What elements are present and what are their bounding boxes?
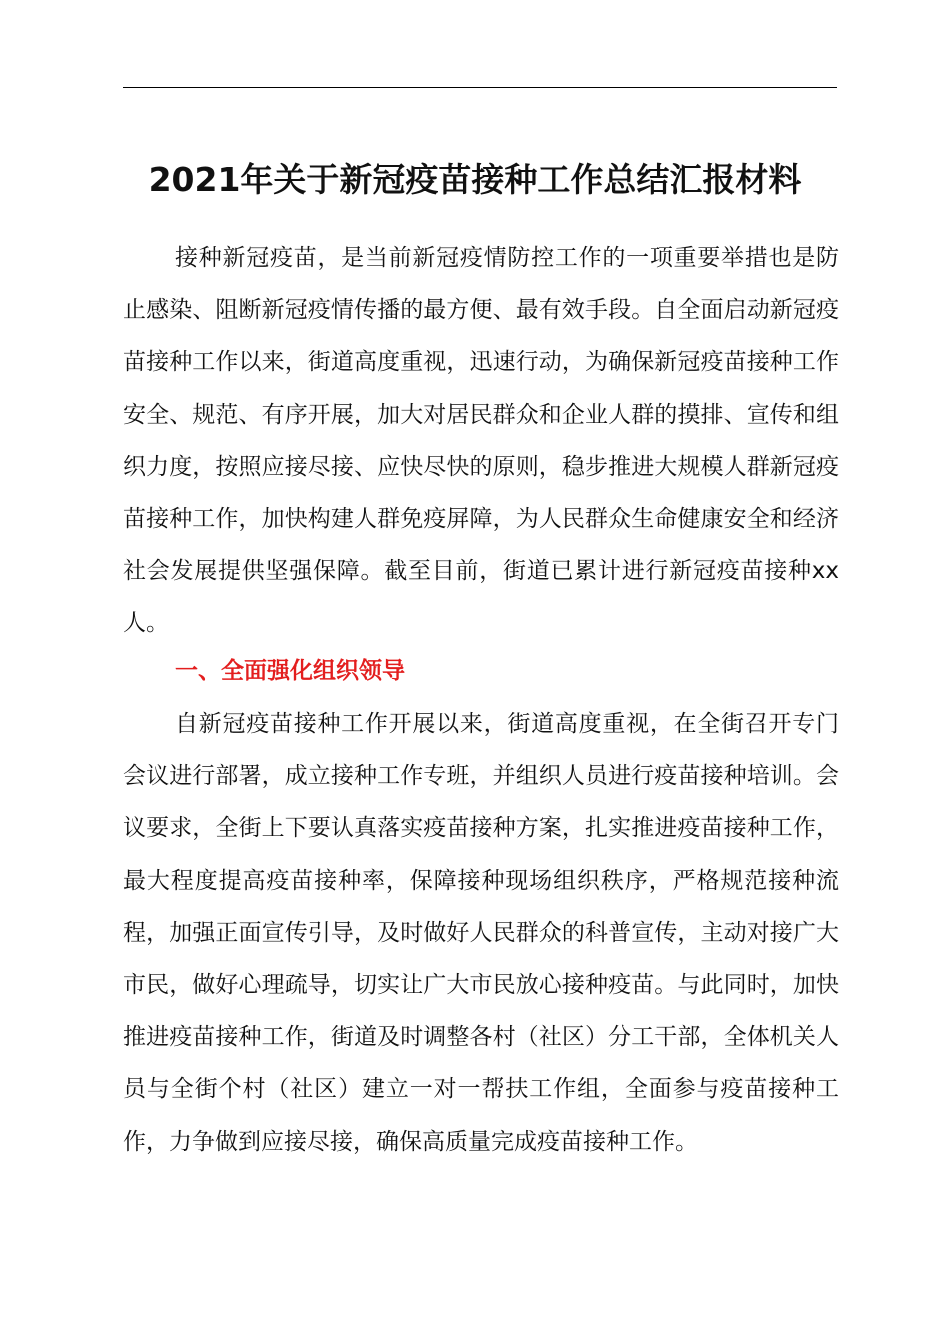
section-paragraph: 自新冠疫苗接种工作开展以来，街道高度重视，在全街召开专门会议进行部署，成立接种工作专班，并组织人员进行疫苗接种培训。会议要求，全街上下要认真落实疫苗接种方案，扎实推进疫苗接种工作，最大程度提高疫苗接种率，保障接种现场组织秩序，严格规范接种流程，加强正面宣传引导，及时做好人民群众的科普宣传，主动对接广大市民，做好心理疏导，切实让广大市民放心接种疫苗。与此同时，加快推进疫苗接种工作，街道及时调整各村（社区）分工干部，全体机关人员与全街个村（社区）建立一对一帮扶工作组，全面参与疫苗接种工作，力争做到应接尽接，确保高质量完成疫苗接种工作。: [123, 711, 839, 1155]
intro-paragraph: 接种新冠疫苗，是当前新冠疫情防控工作的一项重要举措也是防止感染、阻断新冠疫情传播的最方便、最有效手段。自全面启动新冠疫苗接种工作以来，街道高度重视，迅速行动，为确保新冠疫苗接种工作安全、规范、有序开展，加大对居民群众和企业人群的摸排、宣传和组织力度，按照应接尽接、应快尽快的原则，稳步推进大规模人群新冠疫苗接种工作，加快构建人群免疫屏障，为人民群众生命健康安全和经济社会发展提供坚强保障。截至目前，街道已累计进行新冠疫苗接种xx人。: [123, 245, 839, 637]
header-rule: [123, 87, 837, 88]
document-title: 2021年关于新冠疫苗接种工作总结汇报材料: [148, 160, 802, 199]
section-heading: 一、全面强化组织领导: [175, 658, 405, 684]
